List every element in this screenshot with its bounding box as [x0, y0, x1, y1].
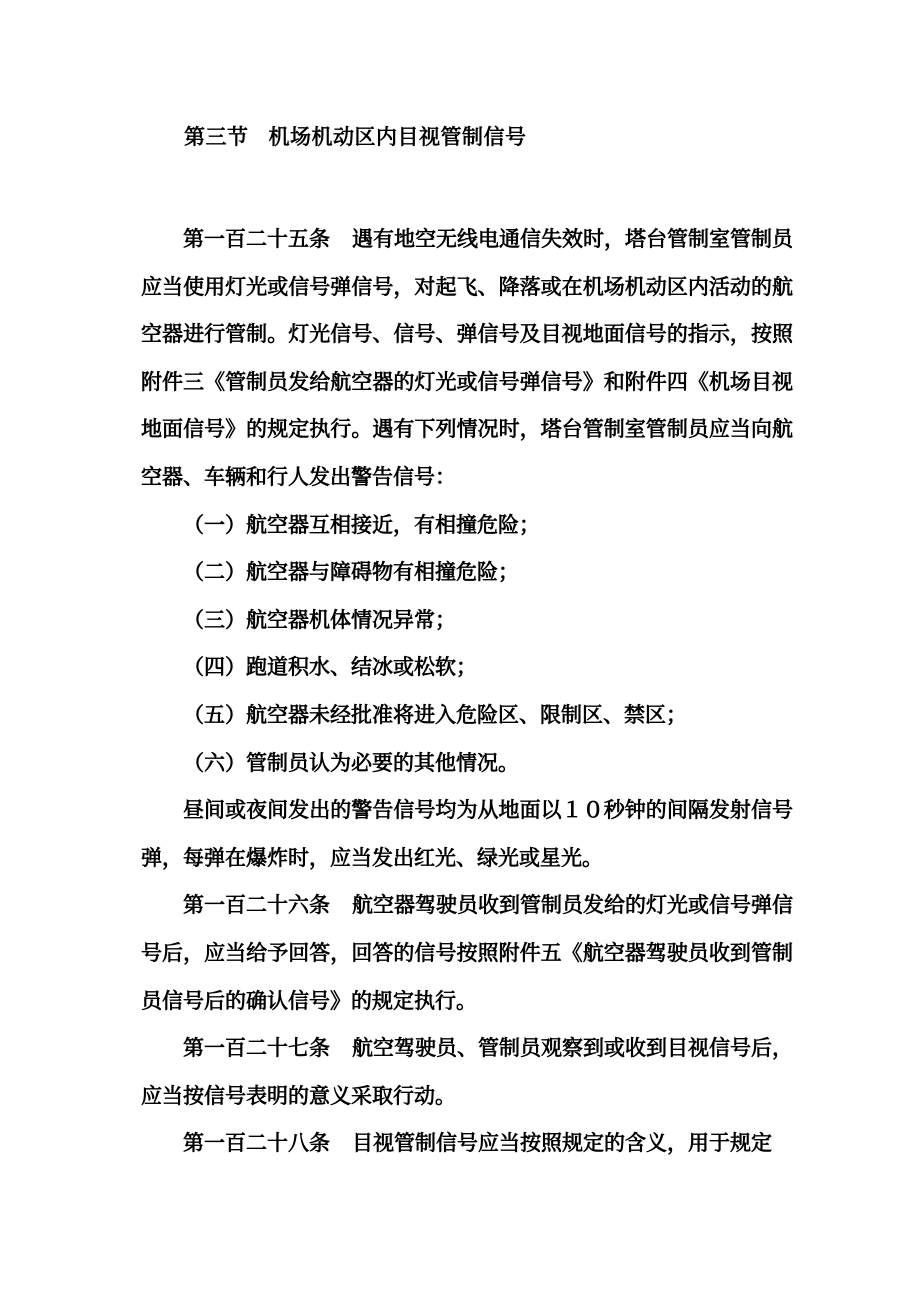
paragraph-text: 目视管制信号应当按照规定的含义，用于规定 — [352, 1131, 772, 1156]
section-title-text: 机场机动区内目视管制信号 — [268, 125, 527, 149]
list-item: （二）航空器与障碍物有相撞危险； — [183, 560, 519, 585]
section-heading — [184, 121, 527, 153]
paragraph-article-128 — [141, 1120, 793, 1168]
article-number: 第一百二十六条 — [183, 893, 330, 918]
paragraph-article-125 — [141, 216, 793, 502]
paragraph-article-127 — [141, 1025, 793, 1120]
paragraph-text: 航空驾驶员、管制员观察到或收到目视信号后，应当按信号表明的意义采取行动。 — [141, 1036, 793, 1108]
list-item: （一）航空器互相接近，有相撞危险； — [183, 512, 540, 537]
list-item: （六）管制员认为必要的其他情况。 — [183, 750, 519, 775]
list-item: （五）航空器未经批准将进入危险区、限制区、禁区； — [183, 702, 687, 727]
body-text — [141, 216, 793, 1168]
list-item: （四）跑道积水、结冰或松软； — [183, 655, 477, 680]
section-number: 第三节 — [184, 125, 249, 149]
paragraph-text: 遇有地空无线电通信失效时，塔台管制室管制员应当使用灯光或信号弹信号，对起飞、降落或在机场机动区内活动的航空器进行管制。灯光信号、信号、弹信号及目视地面信号的指示，按照附件三《管制员发给航空器的灯光或信号弹信号》和附件四《机场目视地面信号》的规定执行。遇有下列情况时，塔台管制室管制员应当向航空器、车辆和行人发出警告信号： — [141, 227, 793, 489]
paragraph-warning-signal: 昼间或夜间发出的警告信号均为从地面以１０秒钟的间隔发射信号弹，每弹在爆炸时，应当发出红光、绿光或星光。 — [141, 798, 793, 870]
paragraph-article-126 — [141, 882, 793, 1025]
article-number: 第一百二十八条 — [183, 1131, 330, 1156]
article-number: 第一百二十七条 — [183, 1036, 330, 1061]
list-item: （三）航空器机体情况异常； — [183, 607, 456, 632]
article-number: 第一百二十五条 — [183, 227, 330, 251]
paragraph-text: 航空器驾驶员收到管制员发给的灯光或信号弹信号后，应当给予回答，回答的信号按照附件五《航空器驾驶员收到管制员信号后的确认信号》的规定执行。 — [141, 893, 793, 1013]
